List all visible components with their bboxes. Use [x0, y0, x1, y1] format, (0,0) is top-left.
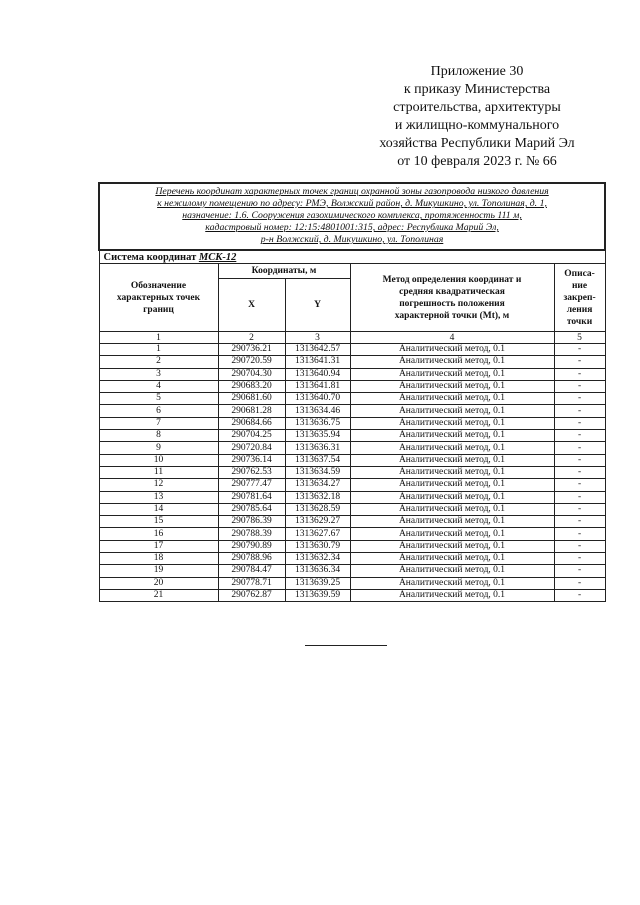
column-index: 2: [218, 332, 285, 344]
table-row: [99, 417, 605, 429]
coord-y: 1313634.46: [285, 405, 350, 417]
table-row: [99, 577, 605, 589]
table-row: [99, 589, 605, 601]
table-row: [99, 540, 605, 552]
column-header-designation: [99, 264, 218, 332]
point-number: 1: [99, 344, 218, 356]
coord-y: 1313641.81: [285, 380, 350, 392]
description-cell: -: [554, 380, 605, 392]
description-cell: -: [554, 368, 605, 380]
coord-x: 290736.21: [218, 344, 285, 356]
description-cell: -: [554, 516, 605, 528]
header-line: хозяйства Республики Марий Эл: [379, 136, 575, 151]
coord-y: 1313634.59: [285, 466, 350, 478]
point-number: 9: [99, 442, 218, 454]
table-row: [99, 430, 605, 442]
method-cell: Аналитический метод, 0.1: [350, 565, 554, 577]
description-cell: -: [554, 503, 605, 515]
coordinate-system-value: МСК-12: [198, 251, 237, 263]
table-row: [99, 491, 605, 503]
description-cell: -: [554, 528, 605, 540]
table-row: [99, 466, 605, 478]
method-cell: Аналитический метод, 0.1: [350, 528, 554, 540]
method-cell: Аналитический метод, 0.1: [350, 516, 554, 528]
coord-y: 1313635.94: [285, 430, 350, 442]
column-header-description: [554, 264, 605, 332]
point-number: 20: [99, 577, 218, 589]
point-number: 2: [99, 356, 218, 368]
description-cell: -: [554, 553, 605, 565]
coord-y: 1313629.27: [285, 516, 350, 528]
method-cell: Аналитический метод, 0.1: [350, 454, 554, 466]
coord-x: 290681.60: [218, 393, 285, 405]
coord-x: 290777.47: [218, 479, 285, 491]
footer-divider: [305, 645, 387, 646]
method-cell: Аналитический метод, 0.1: [350, 589, 554, 601]
method-cell: Аналитический метод, 0.1: [350, 491, 554, 503]
description-cell: -: [554, 356, 605, 368]
coord-y: 1313632.18: [285, 491, 350, 503]
header-text: характерных точек: [116, 292, 201, 303]
point-number: 6: [99, 405, 218, 417]
point-number: 14: [99, 503, 218, 515]
point-number: 18: [99, 553, 218, 565]
coord-x: 290762.87: [218, 589, 285, 601]
caption-line: назначение: 1.6. Сооружения газохимического комплекса, протяженность 111 м,: [182, 210, 522, 221]
method-cell: Аналитический метод, 0.1: [350, 430, 554, 442]
header-text: погрешность положения: [399, 298, 505, 309]
coord-y: 1313641.31: [285, 356, 350, 368]
caption-line: р-н Волжский, д. Микушкино, ул. Тополиная: [260, 234, 444, 245]
coord-y: 1313639.59: [285, 589, 350, 601]
description-cell: -: [554, 466, 605, 478]
point-number: 12: [99, 479, 218, 491]
table-row: [99, 553, 605, 565]
coord-x: 290684.66: [218, 417, 285, 429]
coord-x: 290736.14: [218, 454, 285, 466]
method-cell: Аналитический метод, 0.1: [350, 442, 554, 454]
method-cell: Аналитический метод, 0.1: [350, 405, 554, 417]
coord-y: 1313630.79: [285, 540, 350, 552]
method-cell: Аналитический метод, 0.1: [350, 479, 554, 491]
header-text: характерной точки (Mt), м: [394, 310, 510, 321]
point-number: 21: [99, 589, 218, 601]
description-cell: -: [554, 430, 605, 442]
table-row: [99, 393, 605, 405]
table-row: [99, 516, 605, 528]
point-number: 5: [99, 393, 218, 405]
coord-x: 290720.84: [218, 442, 285, 454]
caption-line: Перечень координат характерных точек границ охранной зоны газопровода низкого давления: [155, 186, 549, 197]
description-cell: -: [554, 344, 605, 356]
coord-x: 290681.28: [218, 405, 285, 417]
coord-x: 290683.20: [218, 380, 285, 392]
column-header-y: Y: [285, 279, 350, 332]
table-row: [99, 503, 605, 515]
coord-x: 290720.59: [218, 356, 285, 368]
header-text: закреп-: [563, 292, 596, 303]
coord-y: 1313636.34: [285, 565, 350, 577]
point-number: 13: [99, 491, 218, 503]
description-cell: -: [554, 491, 605, 503]
coord-y: 1313640.94: [285, 368, 350, 380]
description-cell: -: [554, 417, 605, 429]
column-header-coordinates: Координаты, м: [218, 264, 350, 279]
method-cell: Аналитический метод, 0.1: [350, 577, 554, 589]
description-cell: -: [554, 454, 605, 466]
method-cell: Аналитический метод, 0.1: [350, 503, 554, 515]
coord-x: 290778.71: [218, 577, 285, 589]
method-cell: Аналитический метод, 0.1: [350, 393, 554, 405]
header-text: Метод определения координат и: [382, 274, 522, 285]
table-row: [99, 356, 605, 368]
description-cell: -: [554, 577, 605, 589]
document-header: [352, 63, 602, 171]
coord-x: 290704.25: [218, 430, 285, 442]
header-text: Описа-: [564, 268, 595, 279]
description-cell: -: [554, 405, 605, 417]
coord-y: 1313637.54: [285, 454, 350, 466]
table-row: [99, 368, 605, 380]
column-index: 5: [554, 332, 605, 344]
description-cell: -: [554, 393, 605, 405]
method-cell: Аналитический метод, 0.1: [350, 356, 554, 368]
header-line: к приказу Министерства: [403, 82, 551, 97]
coord-x: 290762.53: [218, 466, 285, 478]
header-line: Приложение 30: [430, 64, 524, 79]
header-text: точки: [566, 316, 593, 327]
method-cell: Аналитический метод, 0.1: [350, 344, 554, 356]
column-index-row: [99, 332, 605, 344]
method-cell: Аналитический метод, 0.1: [350, 380, 554, 392]
point-number: 3: [99, 368, 218, 380]
coord-y: 1313639.25: [285, 577, 350, 589]
column-index: 3: [285, 332, 350, 344]
table-row: [99, 454, 605, 466]
description-cell: -: [554, 565, 605, 577]
header-text: ления: [566, 304, 593, 315]
point-number: 16: [99, 528, 218, 540]
coord-y: 1313627.67: [285, 528, 350, 540]
table-row: [99, 528, 605, 540]
header-line: строительства, архитектуры: [393, 100, 561, 115]
table-row: [99, 344, 605, 356]
point-number: 7: [99, 417, 218, 429]
header-text: Обозначение: [130, 280, 187, 291]
coord-x: 290788.39: [218, 528, 285, 540]
coordinates-table: [98, 182, 606, 602]
point-number: 11: [99, 466, 218, 478]
description-cell: -: [554, 540, 605, 552]
coord-y: 1313640.70: [285, 393, 350, 405]
method-cell: Аналитический метод, 0.1: [350, 417, 554, 429]
coord-y: 1313634.27: [285, 479, 350, 491]
header-text: средняя квадратическая: [399, 286, 505, 297]
point-number: 4: [99, 380, 218, 392]
column-header-x: X: [218, 279, 285, 332]
coord-y: 1313636.75: [285, 417, 350, 429]
coord-x: 290790.89: [218, 540, 285, 552]
description-cell: -: [554, 479, 605, 491]
method-cell: Аналитический метод, 0.1: [350, 368, 554, 380]
table-row: [99, 442, 605, 454]
method-cell: Аналитический метод, 0.1: [350, 553, 554, 565]
point-number: 8: [99, 430, 218, 442]
column-index: 4: [350, 332, 554, 344]
table-row: [99, 380, 605, 392]
table-row: [99, 565, 605, 577]
header-text: ние: [571, 280, 588, 291]
coord-y: 1313632.34: [285, 553, 350, 565]
table-caption: [99, 183, 605, 250]
coordinate-system: [99, 250, 605, 264]
header-line: и жилищно-коммунального: [394, 118, 560, 133]
description-cell: -: [554, 442, 605, 454]
point-number: 15: [99, 516, 218, 528]
method-cell: Аналитический метод, 0.1: [350, 540, 554, 552]
coord-y: 1313636.31: [285, 442, 350, 454]
coord-y: 1313642.57: [285, 344, 350, 356]
coord-x: 290785.64: [218, 503, 285, 515]
point-number: 19: [99, 565, 218, 577]
header-text: границ: [143, 304, 174, 315]
description-cell: -: [554, 589, 605, 601]
caption-line: кадастровый номер: 12:15:4801001:315, адрес: Республика Марий Эл,: [205, 222, 499, 233]
coord-y: 1313628.59: [285, 503, 350, 515]
point-number: 17: [99, 540, 218, 552]
column-header-method: [350, 264, 554, 332]
coord-x: 290704.30: [218, 368, 285, 380]
column-index: 1: [99, 332, 218, 344]
point-number: 10: [99, 454, 218, 466]
coord-x: 290784.47: [218, 565, 285, 577]
coord-x: 290788.96: [218, 553, 285, 565]
table-row: [99, 405, 605, 417]
coord-x: 290781.64: [218, 491, 285, 503]
caption-line: к нежилому помещению по адресу: РМЭ, Волжский район, д. Микушкино, ул. Тополиная, д. 1,: [157, 198, 547, 209]
method-cell: Аналитический метод, 0.1: [350, 466, 554, 478]
coord-x: 290786.39: [218, 516, 285, 528]
header-line: от 10 февраля 2023 г. № 66: [397, 154, 557, 169]
coordinate-system-label: Система координат: [103, 251, 197, 263]
table-row: [99, 479, 605, 491]
